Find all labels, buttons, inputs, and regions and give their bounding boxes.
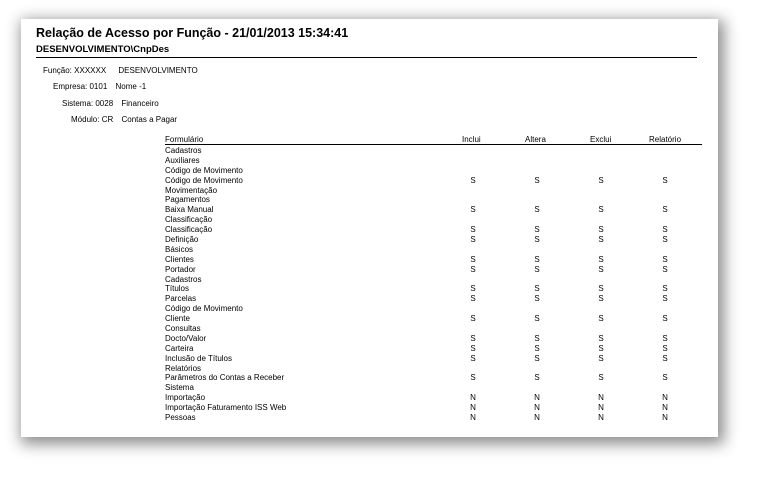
row-formulario: Carteira xyxy=(165,343,194,353)
row-formulario: Títulos xyxy=(165,284,190,294)
header-inclui: Inclui xyxy=(462,135,481,144)
row-permission-i: N xyxy=(470,393,476,403)
row-formulario: Cliente xyxy=(165,314,190,324)
row-formulario: Cadastros xyxy=(165,146,202,155)
row-permission-e: S xyxy=(598,373,604,383)
row-permission-a: S xyxy=(534,175,540,185)
row-permission-r: S xyxy=(662,205,668,215)
header-formulario: Formulário xyxy=(165,135,204,144)
report-subtitle: DESENVOLVIMENTO\CnpDes xyxy=(36,44,170,55)
row-permission-r: S xyxy=(662,314,668,324)
access-table xyxy=(165,134,702,423)
row-permission-r: S xyxy=(662,264,668,274)
row-permission-a: S xyxy=(534,284,540,294)
header-exclui: Exclui xyxy=(590,135,612,144)
row-permission-r: N xyxy=(662,393,668,403)
row-permission-r: S xyxy=(662,225,668,235)
row-formulario: Docto/Valor xyxy=(165,333,207,343)
row-permission-i: S xyxy=(470,333,476,343)
row-permission-i: N xyxy=(470,413,476,423)
row-permission-e: S xyxy=(598,284,604,294)
header-relatorio: Relatório xyxy=(649,135,682,144)
row-formulario: Baixa Manual xyxy=(165,205,214,215)
row-permission-e: S xyxy=(598,294,604,304)
table-row xyxy=(165,403,702,413)
info-funcao xyxy=(43,66,198,75)
row-permission-e: S xyxy=(598,205,604,215)
row-permission-r: S xyxy=(662,254,668,264)
row-permission-r: S xyxy=(662,175,668,185)
table-row xyxy=(165,354,702,364)
row-permission-i: S xyxy=(470,373,476,383)
modulo-code: CR xyxy=(101,115,114,124)
info-modulo xyxy=(71,115,177,124)
row-formulario: Parcelas xyxy=(165,294,197,304)
row-permission-r: N xyxy=(662,413,668,423)
table-row xyxy=(165,344,702,354)
row-permission-i: S xyxy=(470,294,476,304)
row-formulario: Importação xyxy=(165,393,206,403)
row-formulario: Importação Faturamento ISS Web xyxy=(165,403,287,413)
row-permission-e: S xyxy=(598,353,604,363)
funcao-code: XXXXXX xyxy=(74,66,107,75)
row-formulario: Código de Movimento xyxy=(165,175,243,185)
table-header xyxy=(165,134,702,145)
row-formulario: Relatórios xyxy=(165,363,202,373)
table-row xyxy=(165,156,702,166)
row-permission-e: N xyxy=(598,403,604,413)
row-permission-i: S xyxy=(470,353,476,363)
table-row xyxy=(165,205,702,215)
row-permission-a: S xyxy=(534,205,540,215)
row-permission-a: S xyxy=(534,294,540,304)
row-formulario: Pessoas xyxy=(165,413,196,423)
table-row xyxy=(165,294,702,304)
table-row xyxy=(165,334,702,344)
row-permission-a: S xyxy=(534,225,540,235)
row-permission-a: N xyxy=(534,393,540,403)
row-permission-e: S xyxy=(598,343,604,353)
table-row xyxy=(165,235,702,245)
row-permission-e: N xyxy=(598,413,604,423)
table-row xyxy=(165,314,702,324)
table-row xyxy=(165,275,702,285)
table-row xyxy=(165,304,702,314)
table-row xyxy=(165,215,702,225)
table-row xyxy=(165,373,702,383)
row-permission-a: S xyxy=(534,333,540,343)
empresa-value: Nome -1 xyxy=(115,82,147,91)
table-row xyxy=(165,225,702,235)
table-row xyxy=(165,146,702,156)
row-permission-r: S xyxy=(662,235,668,245)
row-permission-i: S xyxy=(470,175,476,185)
row-permission-r: S xyxy=(662,353,668,363)
row-formulario: Código de Movimento xyxy=(165,304,243,314)
empresa-code: 0101 xyxy=(89,82,108,91)
row-permission-e: N xyxy=(598,393,604,403)
row-formulario: Clientes xyxy=(165,254,194,264)
row-permission-r: S xyxy=(662,333,668,343)
row-permission-e: S xyxy=(598,175,604,185)
row-formulario: Classificação xyxy=(165,215,213,225)
modulo-value: Contas a Pagar xyxy=(121,115,178,124)
table-body xyxy=(165,146,702,423)
table-row xyxy=(165,364,702,374)
modulo-label: Módulo: xyxy=(71,115,100,124)
row-permission-i: S xyxy=(470,254,476,264)
info-sistema xyxy=(62,99,159,108)
row-permission-r: N xyxy=(662,403,668,413)
report-title: Relação de Acesso por Função - 21/01/2013 15:34:41 xyxy=(36,26,349,40)
header-altera: Altera xyxy=(525,135,546,144)
sistema-label: Sistema: xyxy=(62,99,94,108)
row-formulario: Auxiliares xyxy=(165,155,200,165)
row-permission-i: S xyxy=(470,343,476,353)
table-row xyxy=(165,255,702,265)
empresa-label: Empresa: xyxy=(53,82,88,91)
table-row xyxy=(165,265,702,275)
row-permission-a: S xyxy=(534,314,540,324)
row-formulario: Código de Movimento xyxy=(165,165,243,175)
row-permission-e: S xyxy=(598,333,604,343)
table-row xyxy=(165,176,702,186)
row-permission-a: S xyxy=(534,373,540,383)
row-permission-i: S xyxy=(470,264,476,274)
row-permission-i: S xyxy=(470,284,476,294)
row-formulario: Cadastros xyxy=(165,274,202,284)
table-row xyxy=(165,166,702,176)
row-permission-e: S xyxy=(598,254,604,264)
row-formulario: Movimentação xyxy=(165,185,218,195)
table-row xyxy=(165,383,702,393)
report-page xyxy=(21,19,718,437)
row-permission-a: S xyxy=(534,254,540,264)
row-formulario: Parâmetros do Contas a Receber xyxy=(165,373,285,383)
title-divider xyxy=(36,57,697,58)
sistema-code: 0028 xyxy=(95,99,114,108)
header-divider xyxy=(165,144,702,145)
row-permission-a: S xyxy=(534,353,540,363)
row-permission-a: N xyxy=(534,403,540,413)
table-row xyxy=(165,245,702,255)
table-row xyxy=(165,393,702,403)
row-permission-a: S xyxy=(534,343,540,353)
row-permission-r: S xyxy=(662,284,668,294)
row-permission-i: S xyxy=(470,314,476,324)
row-permission-i: N xyxy=(470,403,476,413)
row-permission-i: S xyxy=(470,205,476,215)
funcao-label: Função: xyxy=(43,66,72,75)
funcao-value: DESENVOLVIMENTO xyxy=(118,66,198,75)
table-row xyxy=(165,413,702,423)
table-row xyxy=(165,195,702,205)
row-permission-e: S xyxy=(598,225,604,235)
row-formulario: Classificação xyxy=(165,225,213,235)
row-formulario: Portador xyxy=(165,264,196,274)
row-permission-r: S xyxy=(662,373,668,383)
row-formulario: Definição xyxy=(165,235,199,245)
sistema-value: Financeiro xyxy=(121,99,159,108)
table-row xyxy=(165,284,702,294)
row-formulario: Pagamentos xyxy=(165,195,210,205)
row-formulario: Consultas xyxy=(165,324,201,334)
row-permission-r: S xyxy=(662,343,668,353)
row-permission-e: S xyxy=(598,264,604,274)
row-permission-e: S xyxy=(598,314,604,324)
row-permission-i: S xyxy=(470,225,476,235)
row-permission-i: S xyxy=(470,235,476,245)
table-row xyxy=(165,324,702,334)
row-permission-r: S xyxy=(662,294,668,304)
row-permission-a: N xyxy=(534,413,540,423)
row-permission-a: S xyxy=(534,235,540,245)
table-row xyxy=(165,186,702,196)
row-permission-e: S xyxy=(598,235,604,245)
row-permission-a: S xyxy=(534,264,540,274)
row-formulario: Básicos xyxy=(165,244,194,254)
row-formulario: Sistema xyxy=(165,383,194,393)
info-empresa xyxy=(53,82,146,91)
row-formulario: Inclusão de Títulos xyxy=(165,353,233,363)
